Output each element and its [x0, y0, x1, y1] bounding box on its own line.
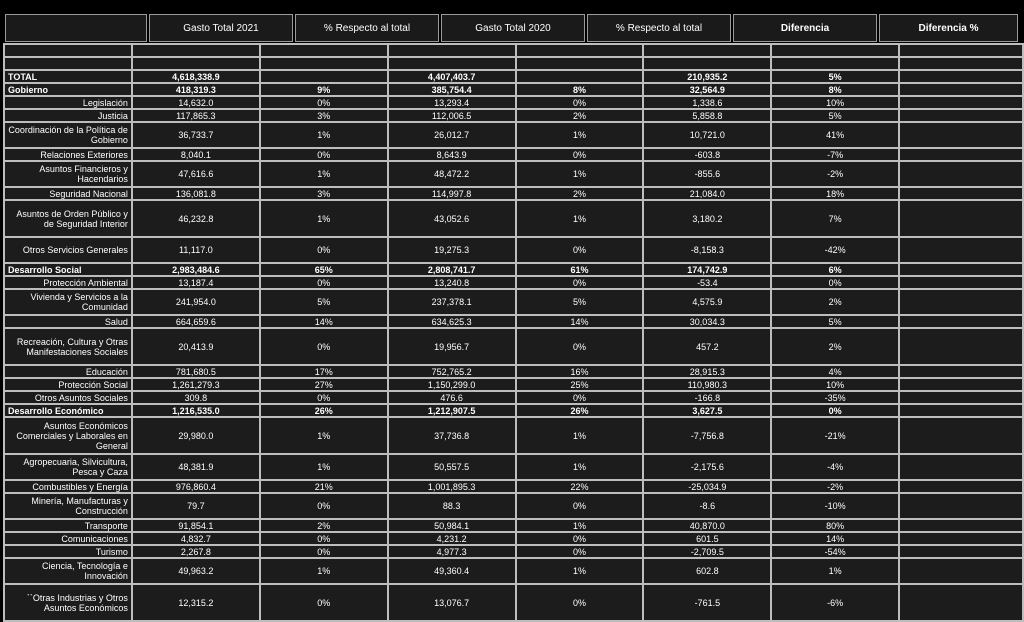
gasto-2021-cell[interactable]: 1,216,535.0	[132, 404, 260, 417]
diferencia-cell[interactable]: -8,158.3	[643, 237, 771, 263]
diferencia-pct-cell[interactable]: 5%	[771, 70, 899, 83]
table-row	[4, 328, 1023, 365]
table-row	[4, 289, 1023, 315]
row-label[interactable]: Desarrollo Económico	[4, 404, 132, 417]
pct-2020-cell[interactable]: 0%	[516, 584, 644, 621]
table-row	[4, 315, 1023, 328]
diferencia-pct-cell[interactable]: -2%	[771, 161, 899, 187]
pct-2021-cell[interactable]: 0%	[260, 545, 388, 558]
pct-2021-cell[interactable]: 3%	[260, 109, 388, 122]
gasto-2020-cell[interactable]: 634,625.3	[388, 315, 516, 328]
pct-2021-cell[interactable]: 27%	[260, 378, 388, 391]
row-label[interactable]: Vivienda y Servicios a la Comunidad	[4, 289, 132, 315]
empty-cell[interactable]	[899, 161, 1023, 187]
diferencia-cell[interactable]: 457.2	[643, 328, 771, 365]
pct-2020-cell[interactable]	[516, 70, 644, 83]
gasto-2021-cell[interactable]: 91,854.1	[132, 519, 260, 532]
row-label[interactable]: Asuntos Financieros y Hacendarios	[4, 161, 132, 187]
pct-2020-cell[interactable]: 0%	[516, 328, 644, 365]
diferencia-cell[interactable]: 21,084.0	[643, 187, 771, 200]
pct-2021-cell[interactable]: 5%	[260, 289, 388, 315]
diferencia-cell[interactable]: -7,756.8	[643, 417, 771, 454]
gasto-2021-cell[interactable]: 4,618,338.9	[132, 70, 260, 83]
empty-cell[interactable]	[260, 44, 388, 57]
gasto-2020-cell[interactable]: 37,736.8	[388, 417, 516, 454]
empty-cell[interactable]	[899, 493, 1023, 519]
diferencia-cell[interactable]: 3,180.2	[643, 200, 771, 237]
pct-2021-cell[interactable]: 3%	[260, 187, 388, 200]
pct-2021-cell[interactable]: 21%	[260, 480, 388, 493]
empty-cell[interactable]	[899, 200, 1023, 237]
diferencia-pct-cell[interactable]: 8%	[771, 83, 899, 96]
gasto-2021-cell[interactable]: 664,659.6	[132, 315, 260, 328]
pct-2021-cell[interactable]: 14%	[260, 315, 388, 328]
diferencia-cell[interactable]: 110,980.3	[643, 378, 771, 391]
empty-cell[interactable]	[899, 558, 1023, 584]
gasto-2021-cell[interactable]: 12,315.2	[132, 584, 260, 621]
diferencia-pct-cell[interactable]: -7%	[771, 148, 899, 161]
table-row	[4, 109, 1023, 122]
row-label[interactable]: Legislación	[4, 96, 132, 109]
row-label[interactable]: Turismo	[4, 545, 132, 558]
empty-cell[interactable]	[899, 417, 1023, 454]
empty-cell[interactable]	[899, 44, 1023, 57]
pct-2020-cell[interactable]: 5%	[516, 289, 644, 315]
empty-cell[interactable]	[643, 44, 771, 57]
empty-cell[interactable]	[4, 57, 132, 70]
header-pct-2021: % Respecto al total	[295, 14, 439, 42]
diferencia-pct-cell[interactable]: 5%	[771, 109, 899, 122]
pct-2020-cell[interactable]: 0%	[516, 545, 644, 558]
pct-2020-cell[interactable]: 1%	[516, 161, 644, 187]
gasto-2021-cell[interactable]: 36,733.7	[132, 122, 260, 148]
pct-2020-cell[interactable]: 16%	[516, 365, 644, 378]
row-label[interactable]: Recreación, Cultura y Otras Manifestaciones Sociales	[4, 328, 132, 365]
diferencia-pct-cell[interactable]: -42%	[771, 237, 899, 263]
row-label[interactable]: Protección Ambiental	[4, 276, 132, 289]
diferencia-pct-cell[interactable]: -54%	[771, 545, 899, 558]
pct-2020-cell[interactable]: 14%	[516, 315, 644, 328]
diferencia-pct-cell[interactable]: 4%	[771, 365, 899, 378]
gasto-2020-cell[interactable]: 50,557.5	[388, 454, 516, 480]
table-row	[4, 454, 1023, 480]
diferencia-pct-cell[interactable]: 6%	[771, 263, 899, 276]
gasto-2021-cell[interactable]: 14,632.0	[132, 96, 260, 109]
gasto-2021-cell[interactable]: 2,267.8	[132, 545, 260, 558]
gasto-2021-cell[interactable]: 781,680.5	[132, 365, 260, 378]
gasto-2021-cell[interactable]: 136,081.8	[132, 187, 260, 200]
diferencia-pct-cell[interactable]: -6%	[771, 584, 899, 621]
header-gasto-2021: Gasto Total 2021	[149, 14, 293, 42]
table-row	[4, 417, 1023, 454]
table-row	[4, 404, 1023, 417]
pct-2020-cell[interactable]: 0%	[516, 391, 644, 404]
gasto-2020-cell[interactable]: 13,240.8	[388, 276, 516, 289]
table-row	[4, 263, 1023, 276]
empty-cell[interactable]	[899, 109, 1023, 122]
empty-cell[interactable]	[899, 187, 1023, 200]
table-row	[4, 237, 1023, 263]
diferencia-cell[interactable]: -2,175.6	[643, 454, 771, 480]
gasto-2021-cell[interactable]: 48,381.9	[132, 454, 260, 480]
table-row	[4, 122, 1023, 148]
row-label[interactable]: Transporte	[4, 519, 132, 532]
diferencia-cell[interactable]: 30,034.3	[643, 315, 771, 328]
empty-cell[interactable]	[771, 57, 899, 70]
table-row	[4, 493, 1023, 519]
diferencia-pct-cell[interactable]: -4%	[771, 454, 899, 480]
diferencia-cell[interactable]: 602.8	[643, 558, 771, 584]
pct-2020-cell[interactable]: 61%	[516, 263, 644, 276]
diferencia-pct-cell[interactable]: 1%	[771, 558, 899, 584]
row-label[interactable]: Comunicaciones	[4, 532, 132, 545]
diferencia-pct-cell[interactable]: 7%	[771, 200, 899, 237]
gasto-2021-cell[interactable]: 241,954.0	[132, 289, 260, 315]
table-row	[4, 365, 1023, 378]
gasto-2021-cell[interactable]: 29,980.0	[132, 417, 260, 454]
row-label[interactable]: Asuntos de Orden Público y de Seguridad Interior	[4, 200, 132, 237]
empty-cell[interactable]	[899, 122, 1023, 148]
diferencia-cell[interactable]: -2,709.5	[643, 545, 771, 558]
diferencia-cell[interactable]: -855.6	[643, 161, 771, 187]
gasto-2020-cell[interactable]: 4,407,403.7	[388, 70, 516, 83]
table-row	[4, 545, 1023, 558]
gasto-2021-cell[interactable]: 46,232.8	[132, 200, 260, 237]
gasto-2020-cell[interactable]: 4,231.2	[388, 532, 516, 545]
header-blank-cell	[5, 14, 147, 42]
table-row	[4, 391, 1023, 404]
diferencia-pct-cell[interactable]: 18%	[771, 187, 899, 200]
row-label[interactable]: Otros Asuntos Sociales	[4, 391, 132, 404]
gasto-2021-cell[interactable]: 8,040.1	[132, 148, 260, 161]
diferencia-cell[interactable]: -761.5	[643, 584, 771, 621]
empty-cell[interactable]	[899, 532, 1023, 545]
pct-2020-cell[interactable]: 0%	[516, 276, 644, 289]
gasto-2020-cell[interactable]: 26,012.7	[388, 122, 516, 148]
row-label[interactable]: Ciencia, Tecnología e Innovación	[4, 558, 132, 584]
empty-cell[interactable]	[899, 454, 1023, 480]
gasto-2021-cell[interactable]: 976,860.4	[132, 480, 260, 493]
gasto-2020-cell[interactable]: 48,472.2	[388, 161, 516, 187]
pct-2021-cell[interactable]: 0%	[260, 532, 388, 545]
gasto-2020-cell[interactable]: 50,984.1	[388, 519, 516, 532]
empty-cell[interactable]	[388, 57, 516, 70]
gasto-2020-cell[interactable]: 8,643.9	[388, 148, 516, 161]
gasto-2020-cell[interactable]: 112,006.5	[388, 109, 516, 122]
pct-2020-cell[interactable]: 25%	[516, 378, 644, 391]
diferencia-pct-cell[interactable]: -35%	[771, 391, 899, 404]
table-row	[4, 532, 1023, 545]
gasto-2020-cell[interactable]: 4,977.3	[388, 545, 516, 558]
table-row	[4, 558, 1023, 584]
pct-2021-cell[interactable]: 0%	[260, 148, 388, 161]
diferencia-pct-cell[interactable]: 10%	[771, 96, 899, 109]
pct-2021-cell[interactable]: 9%	[260, 83, 388, 96]
pct-2021-cell[interactable]: 0%	[260, 276, 388, 289]
pct-2021-cell[interactable]: 0%	[260, 237, 388, 263]
blank-row	[4, 44, 1023, 57]
gasto-2020-cell[interactable]: 1,212,907.5	[388, 404, 516, 417]
empty-cell[interactable]	[643, 57, 771, 70]
header-pct-2020: % Respecto al total	[587, 14, 731, 42]
pct-2020-cell[interactable]: 0%	[516, 532, 644, 545]
pct-2021-cell[interactable]: 0%	[260, 493, 388, 519]
row-label[interactable]: Otros Servicios Generales	[4, 237, 132, 263]
gasto-2021-cell[interactable]: 4,832.7	[132, 532, 260, 545]
row-label[interactable]: Relaciones Exteriores	[4, 148, 132, 161]
empty-cell[interactable]	[899, 237, 1023, 263]
empty-cell[interactable]	[899, 545, 1023, 558]
gasto-2020-cell[interactable]: 19,275.3	[388, 237, 516, 263]
gasto-2020-cell[interactable]: 237,378.1	[388, 289, 516, 315]
empty-cell[interactable]	[899, 584, 1023, 621]
pct-2021-cell[interactable]: 26%	[260, 404, 388, 417]
diferencia-cell[interactable]: 210,935.2	[643, 70, 771, 83]
pct-2021-cell[interactable]: 0%	[260, 328, 388, 365]
header-gasto-2020: Gasto Total 2020	[441, 14, 585, 42]
diferencia-cell[interactable]: 174,742.9	[643, 263, 771, 276]
pct-2020-cell[interactable]: 2%	[516, 187, 644, 200]
row-label[interactable]: Combustibles y Energía	[4, 480, 132, 493]
pct-2020-cell[interactable]: 0%	[516, 96, 644, 109]
pct-2020-cell[interactable]: 8%	[516, 83, 644, 96]
gasto-2020-cell[interactable]: 385,754.4	[388, 83, 516, 96]
table-row	[4, 161, 1023, 187]
row-label[interactable]: ``Otras Industrias y Otros Asuntos Económicos	[4, 584, 132, 621]
diferencia-cell[interactable]: -53.4	[643, 276, 771, 289]
pct-2021-cell[interactable]: 1%	[260, 122, 388, 148]
empty-cell[interactable]	[771, 44, 899, 57]
gasto-2021-cell[interactable]: 79.7	[132, 493, 260, 519]
diferencia-pct-cell[interactable]: 2%	[771, 328, 899, 365]
empty-cell[interactable]	[899, 148, 1023, 161]
empty-cell[interactable]	[260, 57, 388, 70]
diferencia-cell[interactable]: 32,564.9	[643, 83, 771, 96]
empty-cell[interactable]	[899, 289, 1023, 315]
empty-cell[interactable]	[899, 378, 1023, 391]
row-label[interactable]: Gobierno	[4, 83, 132, 96]
diferencia-cell[interactable]: -25,034.9	[643, 480, 771, 493]
pct-2021-cell[interactable]	[260, 70, 388, 83]
empty-cell[interactable]	[899, 96, 1023, 109]
table-row	[4, 480, 1023, 493]
empty-cell[interactable]	[899, 315, 1023, 328]
empty-cell[interactable]	[899, 328, 1023, 365]
table-row	[4, 148, 1023, 161]
empty-cell[interactable]	[899, 263, 1023, 276]
pct-2020-cell[interactable]: 1%	[516, 122, 644, 148]
row-label[interactable]: Protección Social	[4, 378, 132, 391]
pct-2021-cell[interactable]: 0%	[260, 584, 388, 621]
diferencia-pct-cell[interactable]: 2%	[771, 289, 899, 315]
gasto-2020-cell[interactable]: 476.6	[388, 391, 516, 404]
table-row	[4, 519, 1023, 532]
gasto-2021-cell[interactable]: 418,319.3	[132, 83, 260, 96]
diferencia-cell[interactable]: -603.8	[643, 148, 771, 161]
gasto-2021-cell[interactable]: 117,865.3	[132, 109, 260, 122]
diferencia-pct-cell[interactable]: 14%	[771, 532, 899, 545]
empty-cell[interactable]	[899, 519, 1023, 532]
row-label[interactable]: Coordinación de la Política de Gobierno	[4, 122, 132, 148]
diferencia-pct-cell[interactable]: 0%	[771, 276, 899, 289]
diferencia-cell[interactable]: 40,870.0	[643, 519, 771, 532]
gasto-2020-cell[interactable]: 2,808,741.7	[388, 263, 516, 276]
gasto-2020-cell[interactable]: 13,076.7	[388, 584, 516, 621]
gasto-2020-cell[interactable]: 1,001,895.3	[388, 480, 516, 493]
empty-cell[interactable]	[4, 44, 132, 57]
diferencia-pct-cell[interactable]: 0%	[771, 404, 899, 417]
row-label[interactable]: Agropecuaria, Silvicultura, Pesca y Caza	[4, 454, 132, 480]
empty-cell[interactable]	[899, 83, 1023, 96]
pct-2021-cell[interactable]: 2%	[260, 519, 388, 532]
pct-2020-cell[interactable]: 1%	[516, 519, 644, 532]
pct-2020-cell[interactable]: 1%	[516, 200, 644, 237]
diferencia-pct-cell[interactable]: 41%	[771, 122, 899, 148]
empty-cell[interactable]	[899, 404, 1023, 417]
gasto-2021-cell[interactable]: 13,187.4	[132, 276, 260, 289]
empty-cell[interactable]	[132, 44, 260, 57]
table-row	[4, 187, 1023, 200]
diferencia-pct-cell[interactable]: 80%	[771, 519, 899, 532]
column-header-row	[3, 14, 1020, 42]
gasto-2020-cell[interactable]: 1,150,299.0	[388, 378, 516, 391]
diferencia-cell[interactable]: 1,338.6	[643, 96, 771, 109]
empty-cell[interactable]	[388, 44, 516, 57]
row-label[interactable]: Justicia	[4, 109, 132, 122]
row-label[interactable]: Educación	[4, 365, 132, 378]
gasto-2021-cell[interactable]: 49,963.2	[132, 558, 260, 584]
gasto-2020-cell[interactable]: 752,765.2	[388, 365, 516, 378]
header-diferencia: Diferencia	[733, 14, 877, 42]
pct-2020-cell[interactable]: 0%	[516, 237, 644, 263]
diferencia-pct-cell[interactable]: -21%	[771, 417, 899, 454]
gasto-2021-cell[interactable]: 47,616.6	[132, 161, 260, 187]
empty-cell[interactable]	[132, 57, 260, 70]
header-diferencia-pct: Diferencia %	[879, 14, 1018, 42]
diferencia-pct-cell[interactable]: -2%	[771, 480, 899, 493]
diferencia-cell[interactable]: 5,858.8	[643, 109, 771, 122]
gasto-2021-cell[interactable]: 20,413.9	[132, 328, 260, 365]
empty-cell[interactable]	[516, 57, 644, 70]
row-label[interactable]: TOTAL	[4, 70, 132, 83]
pct-2020-cell[interactable]: 1%	[516, 417, 644, 454]
row-label[interactable]: Asuntos Económicos Comerciales y Laborales en General	[4, 417, 132, 454]
pct-2020-cell[interactable]: 2%	[516, 109, 644, 122]
pct-2020-cell[interactable]: 0%	[516, 148, 644, 161]
empty-cell[interactable]	[899, 70, 1023, 83]
diferencia-cell[interactable]: 601.5	[643, 532, 771, 545]
gasto-2020-cell[interactable]: 114,997.8	[388, 187, 516, 200]
row-label[interactable]: Minería, Manufacturas y Construcción	[4, 493, 132, 519]
empty-cell[interactable]	[899, 57, 1023, 70]
diferencia-cell[interactable]: 28,915.3	[643, 365, 771, 378]
gasto-2021-cell[interactable]: 1,261,279.3	[132, 378, 260, 391]
table-row	[4, 70, 1023, 83]
diferencia-cell[interactable]: 10,721.0	[643, 122, 771, 148]
gasto-2020-cell[interactable]: 19,956.7	[388, 328, 516, 365]
data-table	[3, 43, 1024, 622]
table-row	[4, 276, 1023, 289]
gasto-2021-cell[interactable]: 2,983,484.6	[132, 263, 260, 276]
pct-2021-cell[interactable]: 1%	[260, 161, 388, 187]
empty-cell[interactable]	[899, 391, 1023, 404]
pct-2021-cell[interactable]: 1%	[260, 200, 388, 237]
diferencia-pct-cell[interactable]: 10%	[771, 378, 899, 391]
gasto-2021-cell[interactable]: 11,117.0	[132, 237, 260, 263]
pct-2021-cell[interactable]: 0%	[260, 391, 388, 404]
gasto-2020-cell[interactable]: 88.3	[388, 493, 516, 519]
empty-cell[interactable]	[899, 480, 1023, 493]
blank-row	[4, 57, 1023, 70]
diferencia-cell[interactable]: 3,627.5	[643, 404, 771, 417]
gasto-2020-cell[interactable]: 49,360.4	[388, 558, 516, 584]
pct-2021-cell[interactable]: 65%	[260, 263, 388, 276]
gasto-2021-cell[interactable]: 309.8	[132, 391, 260, 404]
empty-cell[interactable]	[899, 276, 1023, 289]
table-row	[4, 200, 1023, 237]
gasto-2020-cell[interactable]: 43,052.6	[388, 200, 516, 237]
table-row	[4, 96, 1023, 109]
diferencia-cell[interactable]: -166.8	[643, 391, 771, 404]
pct-2021-cell[interactable]: 1%	[260, 454, 388, 480]
table-row	[4, 584, 1023, 621]
pct-2021-cell[interactable]: 1%	[260, 417, 388, 454]
pct-2020-cell[interactable]: 26%	[516, 404, 644, 417]
diferencia-pct-cell[interactable]: 5%	[771, 315, 899, 328]
pct-2020-cell[interactable]: 1%	[516, 454, 644, 480]
gasto-2020-cell[interactable]: 13,293.4	[388, 96, 516, 109]
row-label[interactable]: Seguridad Nacional	[4, 187, 132, 200]
diferencia-cell[interactable]: -8.6	[643, 493, 771, 519]
pct-2021-cell[interactable]: 0%	[260, 96, 388, 109]
table-row	[4, 378, 1023, 391]
pct-2021-cell[interactable]: 17%	[260, 365, 388, 378]
pct-2020-cell[interactable]: 22%	[516, 480, 644, 493]
pct-2020-cell[interactable]: 1%	[516, 558, 644, 584]
diferencia-pct-cell[interactable]: -10%	[771, 493, 899, 519]
row-label[interactable]: Salud	[4, 315, 132, 328]
table-row	[4, 83, 1023, 96]
pct-2021-cell[interactable]: 1%	[260, 558, 388, 584]
row-label[interactable]: Desarrollo Social	[4, 263, 132, 276]
pct-2020-cell[interactable]: 0%	[516, 493, 644, 519]
diferencia-cell[interactable]: 4,575.9	[643, 289, 771, 315]
empty-cell[interactable]	[516, 44, 644, 57]
empty-cell[interactable]	[899, 365, 1023, 378]
